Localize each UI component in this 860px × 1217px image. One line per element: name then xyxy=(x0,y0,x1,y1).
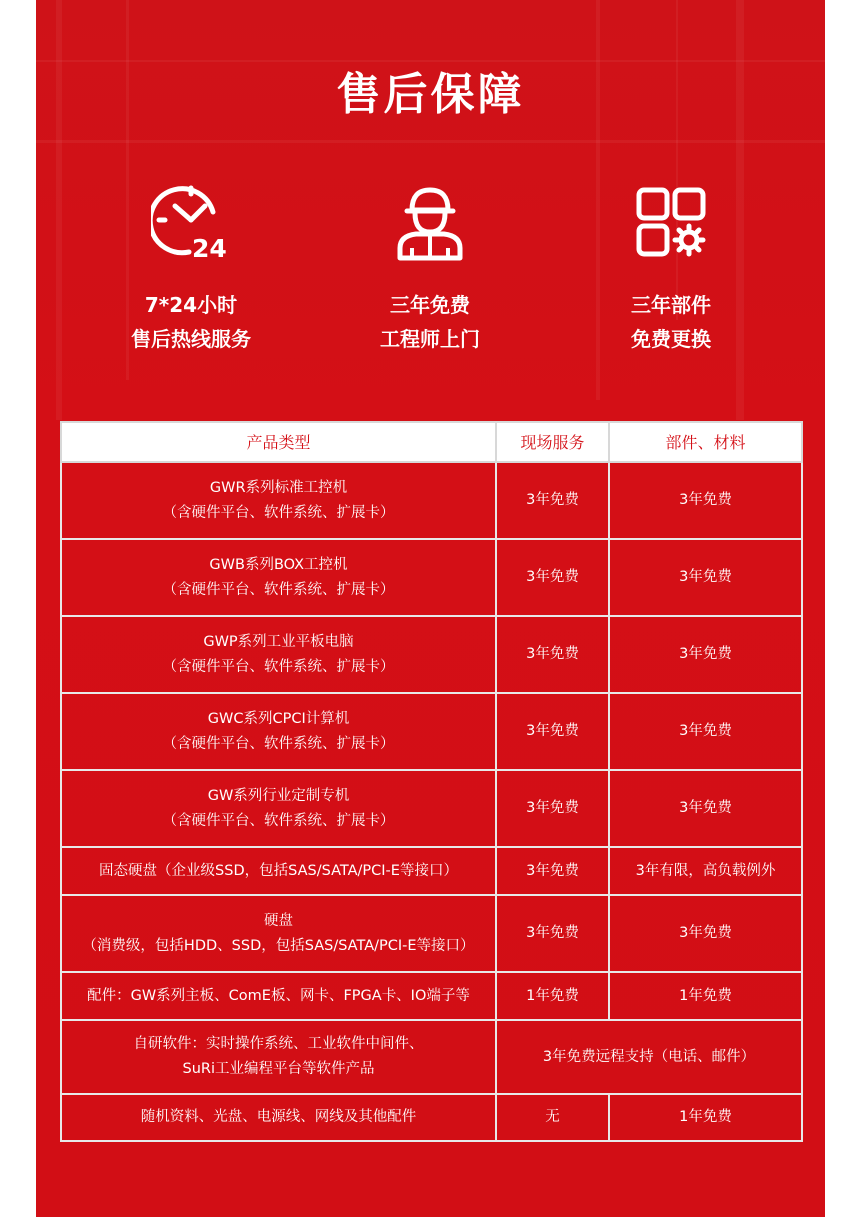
product-cell xyxy=(61,462,496,539)
table-row xyxy=(61,462,802,539)
service-cell: 3年免费 xyxy=(496,462,609,539)
parts-cell: 3年免费 xyxy=(609,895,802,972)
table-row xyxy=(61,972,802,1020)
remote-support-cell: 3年免费远程支持（电话、邮件） xyxy=(496,1020,802,1094)
page-title: 售后保障 xyxy=(336,69,525,120)
table-row xyxy=(61,1094,802,1141)
product-cell xyxy=(61,770,496,847)
service-cell: 无 xyxy=(496,1094,609,1141)
parts-cell: 3年免费 xyxy=(609,616,802,693)
product-name: 固态硬盘（企业级SSD，包括SAS/SATA/PCI-E等接口） xyxy=(99,862,458,879)
parts-cell: 1年免费 xyxy=(609,1094,802,1141)
clock-24-icon xyxy=(71,182,311,262)
feature-subtitle: 工程师上门 xyxy=(380,327,480,351)
service-cell: 3年免费 xyxy=(496,847,609,895)
parts-cell: 3年免费 xyxy=(609,770,802,847)
header-parts-materials: 部件、材料 xyxy=(609,422,802,462)
product-name: GWB系列BOX工控机 xyxy=(209,556,348,573)
service-cell: 3年免费 xyxy=(496,539,609,616)
feature-24h-hotline xyxy=(71,182,311,356)
parts-cell: 3年免费 xyxy=(609,693,802,770)
table-row xyxy=(61,847,802,895)
product-cell xyxy=(61,895,496,972)
parts-cell: 3年免费 xyxy=(609,539,802,616)
service-cell: 3年免费 xyxy=(496,895,609,972)
feature-free-engineer xyxy=(310,182,550,356)
service-cell: 3年免费 xyxy=(496,616,609,693)
warranty-table xyxy=(60,421,803,1142)
product-name: GWP系列工业平板电脑 xyxy=(203,633,354,650)
product-cell xyxy=(61,972,496,1020)
product-cell xyxy=(61,1094,496,1141)
product-name: 配件：GW系列主板、ComE板、网卡、FPGA卡、IO端子等 xyxy=(87,987,470,1004)
product-name: 随机资料、光盘、电源线、网线及其他配件 xyxy=(140,1109,417,1125)
service-cell: 3年免费 xyxy=(496,770,609,847)
feature-free-parts xyxy=(551,182,791,356)
table-row xyxy=(61,616,802,693)
product-cell xyxy=(61,693,496,770)
product-note: SuRi工业编程平台等软件产品 xyxy=(182,1061,375,1077)
table-row xyxy=(61,539,802,616)
service-cell: 3年免费 xyxy=(496,693,609,770)
feature-subtitle: 售后热线服务 xyxy=(131,327,251,351)
product-cell xyxy=(61,539,496,616)
parts-grid-gear-icon xyxy=(551,182,791,262)
feature-title: 三年免费 xyxy=(390,293,470,317)
product-note: （含硬件平台、软件系统、扩展卡） xyxy=(162,504,395,521)
product-note: （含硬件平台、软件系统、扩展卡） xyxy=(162,658,395,675)
product-note: （消费级，包括HDD、SSD，包括SAS/SATA/PCI-E等接口） xyxy=(82,937,475,954)
product-cell xyxy=(61,1020,496,1094)
header-onsite-service: 现场服务 xyxy=(496,422,609,462)
product-note: （含硬件平台、软件系统、扩展卡） xyxy=(162,581,395,598)
engineer-icon xyxy=(310,182,550,262)
product-note: （含硬件平台、软件系统、扩展卡） xyxy=(162,735,395,752)
product-name: GWC系列CPCI计算机 xyxy=(207,710,350,727)
svg-text:24: 24 xyxy=(192,234,227,262)
table-row xyxy=(61,1020,802,1094)
table-row xyxy=(61,693,802,770)
product-name: GW系列行业定制专机 xyxy=(207,787,350,804)
service-cell: 1年免费 xyxy=(496,972,609,1020)
parts-cell: 1年免费 xyxy=(609,972,802,1020)
product-name: 硬盘 xyxy=(264,912,293,929)
product-cell xyxy=(61,616,496,693)
feature-title: 三年部件 xyxy=(631,293,711,317)
parts-cell: 3年免费 xyxy=(609,462,802,539)
header-product-type: 产品类型 xyxy=(61,422,496,462)
product-name: GWR系列标准工控机 xyxy=(209,479,348,496)
feature-subtitle: 免费更换 xyxy=(631,327,711,351)
product-note: （含硬件平台、软件系统、扩展卡） xyxy=(162,812,395,829)
table-row xyxy=(61,770,802,847)
product-cell xyxy=(61,847,496,895)
table-row xyxy=(61,895,802,972)
parts-cell: 3年有限，高负载例外 xyxy=(609,847,802,895)
product-name: 自研软件：实时操作系统、工业软件中间件、 xyxy=(133,1036,424,1052)
feature-title: 7*24小时 xyxy=(144,293,238,317)
table-header-row xyxy=(61,422,802,462)
guarantee-panel xyxy=(36,0,825,1217)
